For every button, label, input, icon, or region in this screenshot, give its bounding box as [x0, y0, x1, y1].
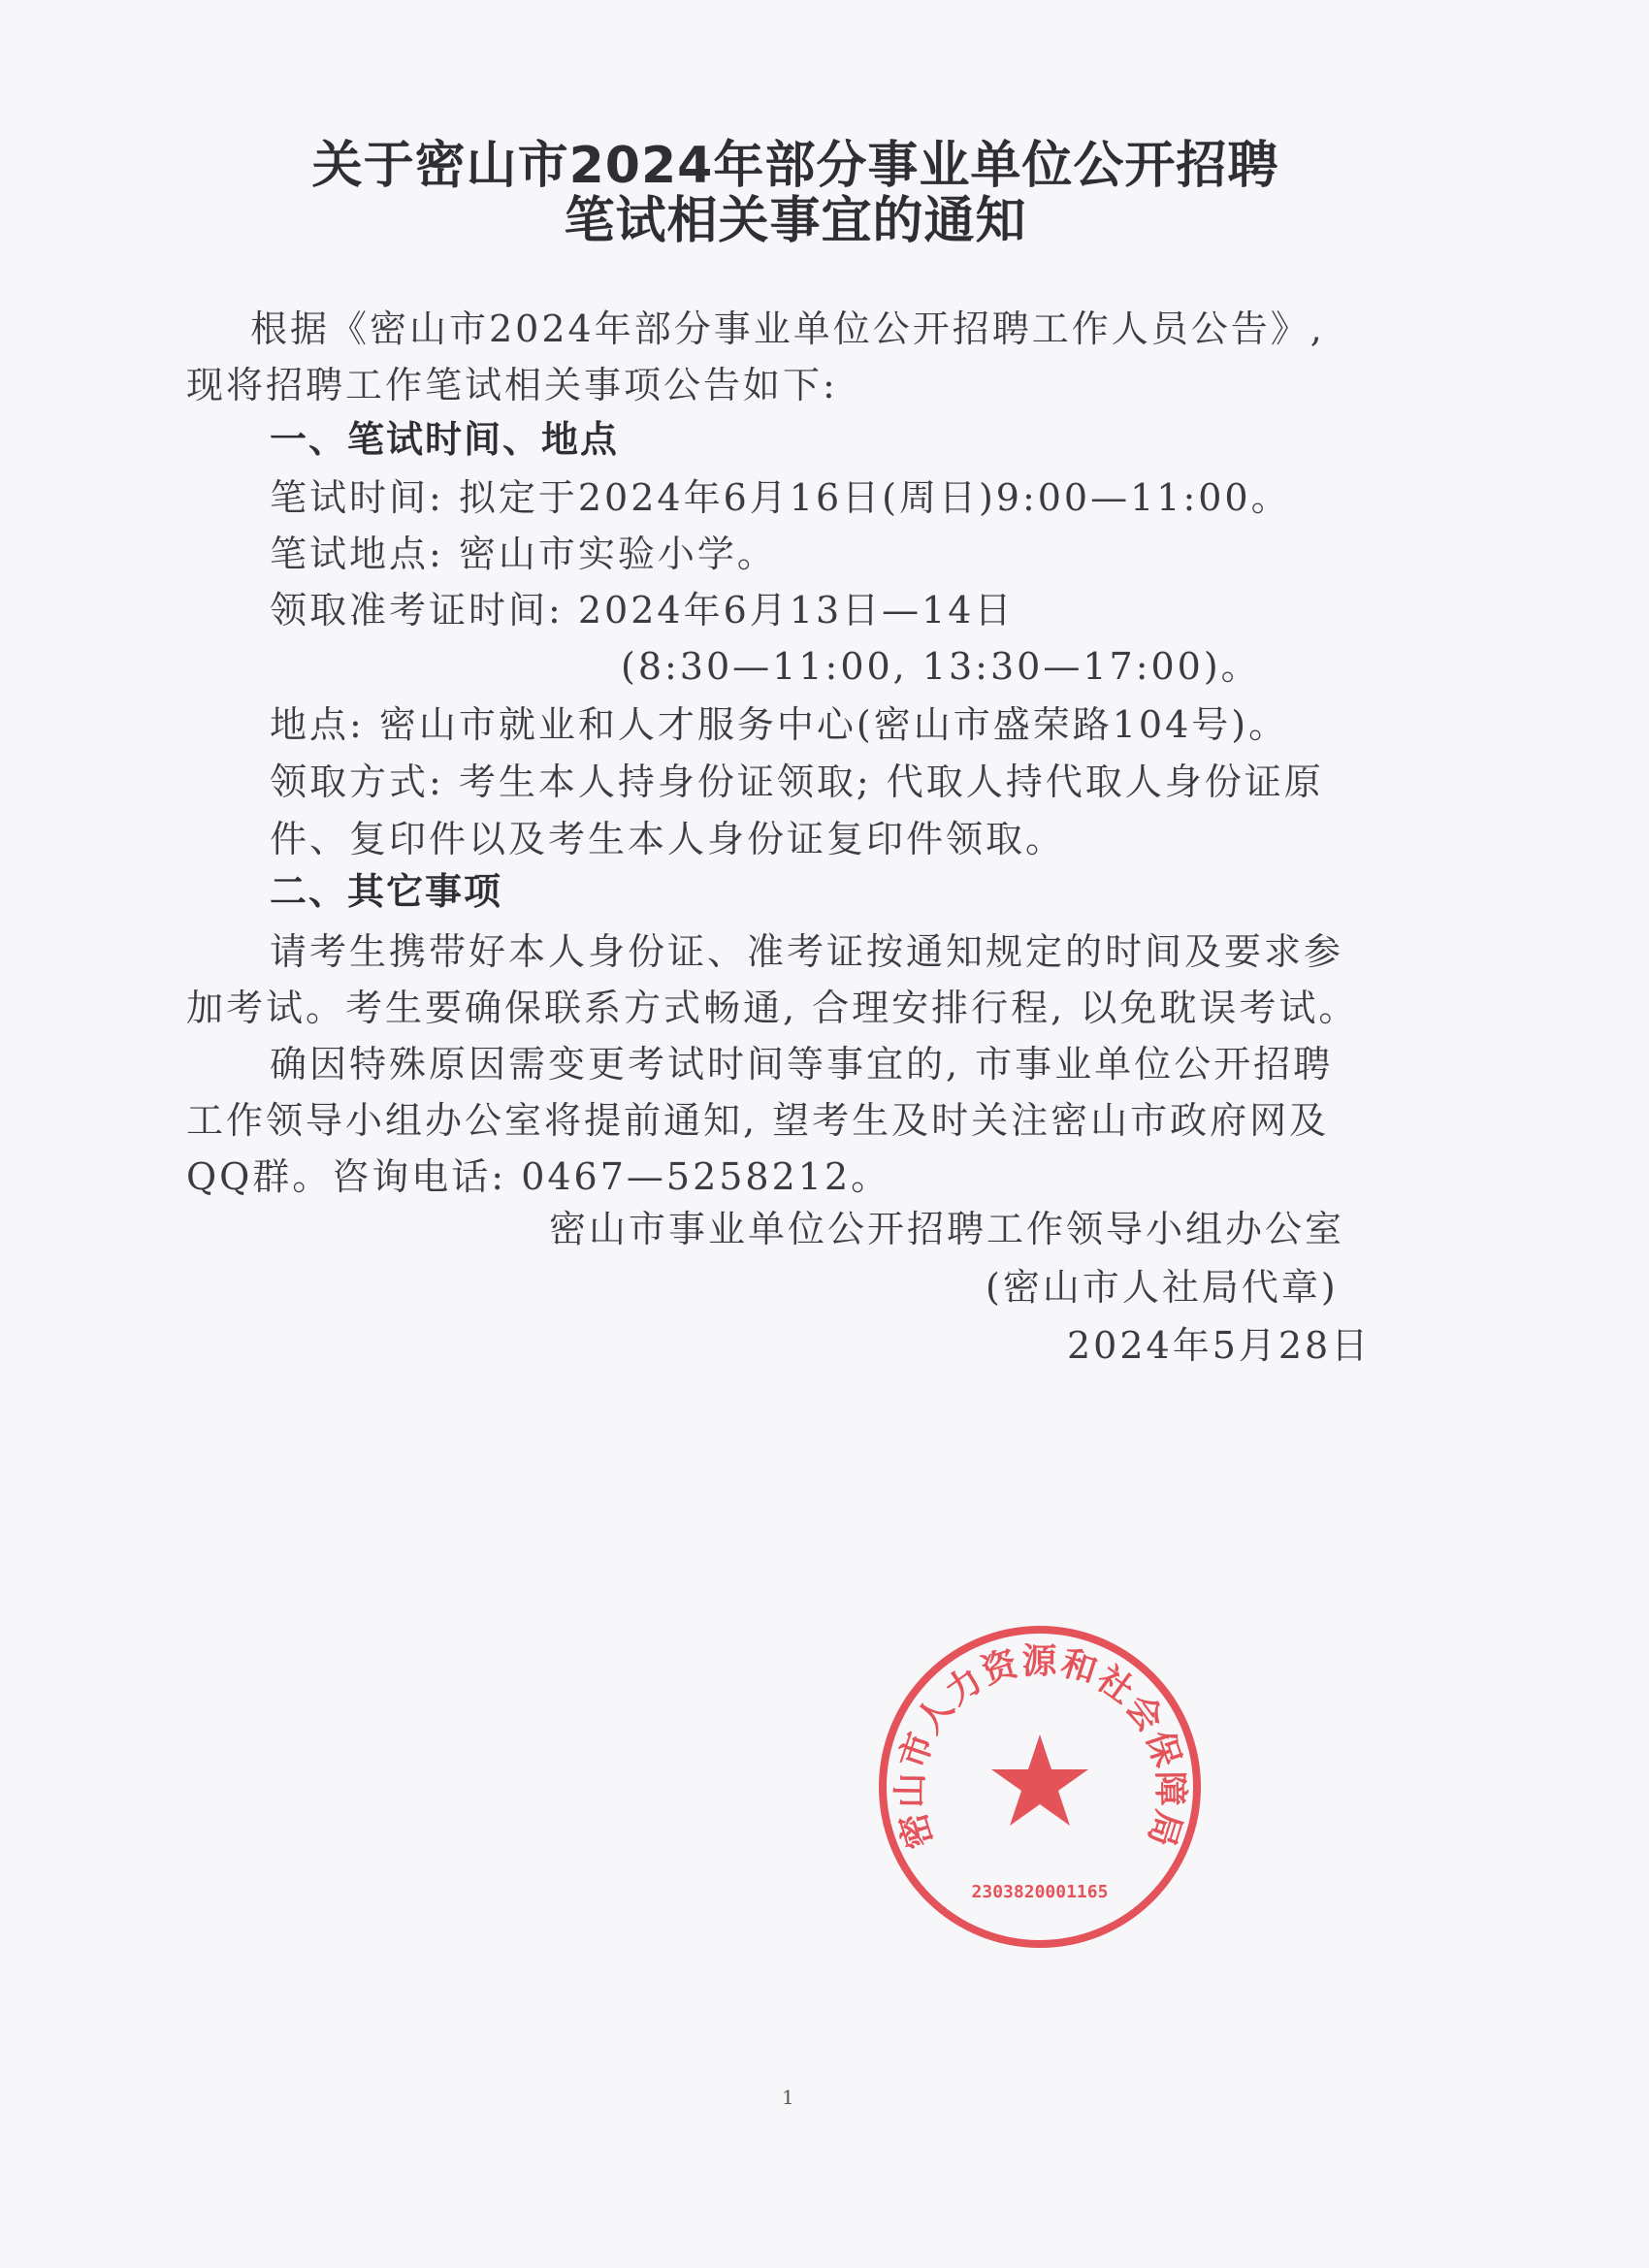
ticket-method-line-2: 件、复印件以及考生本人身份证复印件领取。 — [270, 818, 1066, 860]
exam-time: 笔试时间: 拟定于2024年6月16日(周日)9:00—11:00。 — [270, 476, 1291, 519]
section-2-heading: 二、其它事项 — [270, 870, 503, 913]
official-seal — [873, 1620, 1208, 1955]
section-1-heading: 一、笔试时间、地点 — [270, 418, 620, 461]
seal-arc-text: 密山市人力资源和社会保障局 — [890, 1641, 1190, 1854]
exam-place: 笔试地点: 密山市实验小学。 — [270, 533, 777, 575]
notice-p2-line-3: QQ群。咨询电话: 0467—5258212。 — [186, 1155, 891, 1198]
intro-line-1: 根据《密山市2024年部分事业单位公开招聘工作人员公告》, — [250, 308, 1325, 350]
document-title-line-2: 笔试相关事宜的通知 — [564, 192, 1027, 250]
ticket-hours: (8:30—11:00, 13:30—17:00)。 — [621, 645, 1261, 688]
notice-p2-line-1: 确因特殊原因需变更考试时间等事宜的, 市事业单位公开招聘 — [270, 1043, 1334, 1085]
ticket-place: 地点: 密山市就业和人才服务中心(密山市盛荣路104号)。 — [270, 703, 1289, 746]
ticket-method-line-1: 领取方式: 考生本人持身份证领取; 代取人持代取人身份证原 — [270, 761, 1324, 803]
signature-seal-note: (密山市人社局代章) — [986, 1266, 1339, 1309]
seal-star-icon — [991, 1734, 1088, 1826]
signature-organization: 密山市事业单位公开招聘工作领导小组办公室 — [549, 1208, 1345, 1250]
page-number: 1 — [782, 2086, 794, 2109]
notice-p2-line-2: 工作领导小组办公室将提前通知, 望考生及时关注密山市政府网及 — [186, 1099, 1330, 1142]
signature-date: 2024年5月28日 — [1067, 1324, 1372, 1367]
ticket-time: 领取准考证时间: 2024年6月13日—14日 — [270, 589, 1015, 632]
document-title-line-1: 关于密山市2024年部分事业单位公开招聘 — [311, 137, 1279, 195]
notice-p1-line-2: 加考试。考生要确保联系方式畅通, 合理安排行程, 以免耽误考试。 — [186, 987, 1359, 1029]
notice-p1-line-1: 请考生携带好本人身份证、准考证按通知规定的时间及要求参 — [270, 930, 1344, 973]
seal-number: 2303820001165 — [971, 1882, 1109, 1902]
intro-line-2: 现将招聘工作笔试相关事项公告如下: — [186, 364, 838, 406]
